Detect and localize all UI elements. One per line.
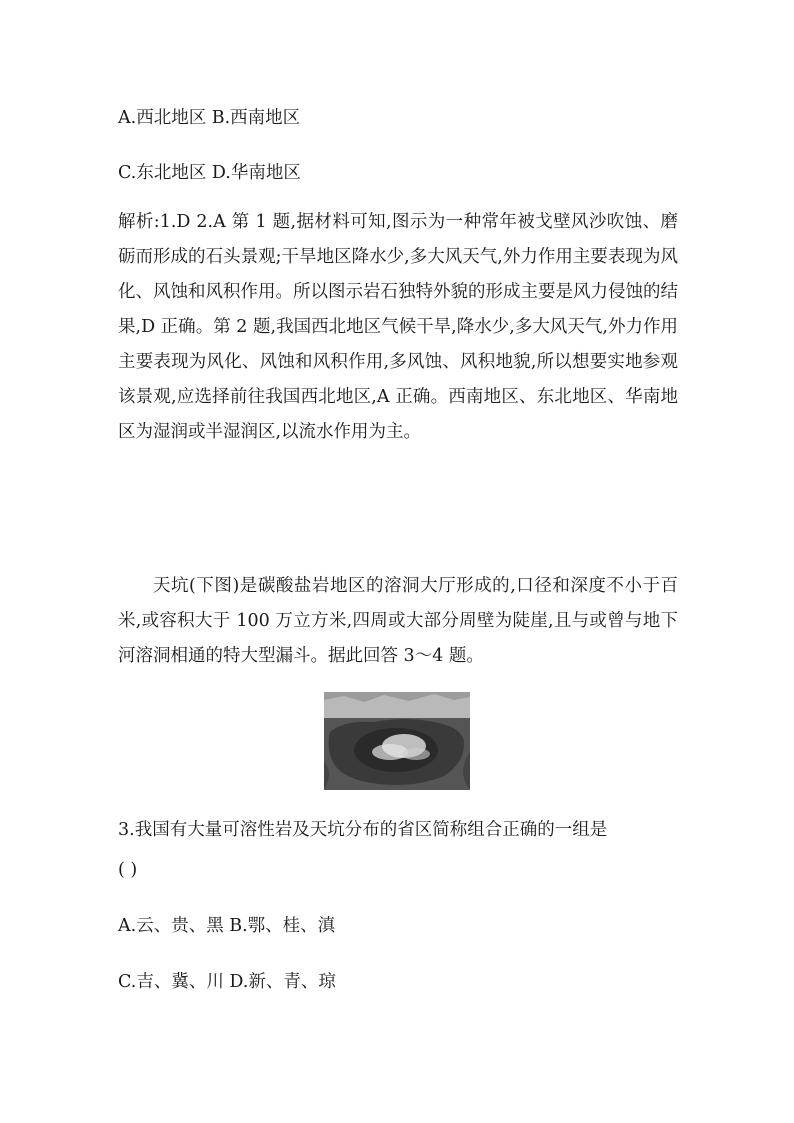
question-3-blank: ( )	[118, 860, 138, 880]
question-3-stem: 3.我国有大量可溶性岩及天坑分布的省区简称组合正确的一组是	[118, 820, 608, 840]
analysis-paragraph: 解析:1.D 2.A 第 1 题,据材料可知,图示为一种常年被戈壁风沙吹蚀、磨砺而形成的石头景观;干旱地区降水少,多大风天气,外力作用主要表现为风化、风蚀和风积作用。所以图示岩石独特外貌的形成主要是风力侵蚀的结果,D 正确。第 2 题,我国西北地区气候干旱,降水少,多大风天气,外力作用主要表现为风化、风蚀和风积作用,多风蚀、风积地貌,所以想要实地参观该景观,应选择前往我国西北地区,A 正确。西南地区、东北地区、华南地区为湿润或半湿润区,以流水作用为主。	[118, 212, 678, 442]
tiankeng-photo	[324, 692, 470, 790]
question-3-options-line-2: C.吉、冀、川 D.新、青、琼	[118, 972, 336, 992]
material-paragraph: 天坑(下图)是碳酸盐岩地区的溶洞大厅形成的,口径和深度不小于百米,或容积大于 100 万立方米,四周或大部分周壁为陡崖,且与或曾与地下河溶洞相通的特大型漏斗。据此回答 3～4 题。	[118, 576, 678, 666]
q2-option-line-2: C.东北地区 D.华南地区	[118, 163, 301, 183]
q2-option-line-1: A.西北地区 B.西南地区	[118, 108, 301, 128]
question-3-options-line-1: A.云、贵、黑 B.鄂、桂、滇	[118, 916, 336, 936]
